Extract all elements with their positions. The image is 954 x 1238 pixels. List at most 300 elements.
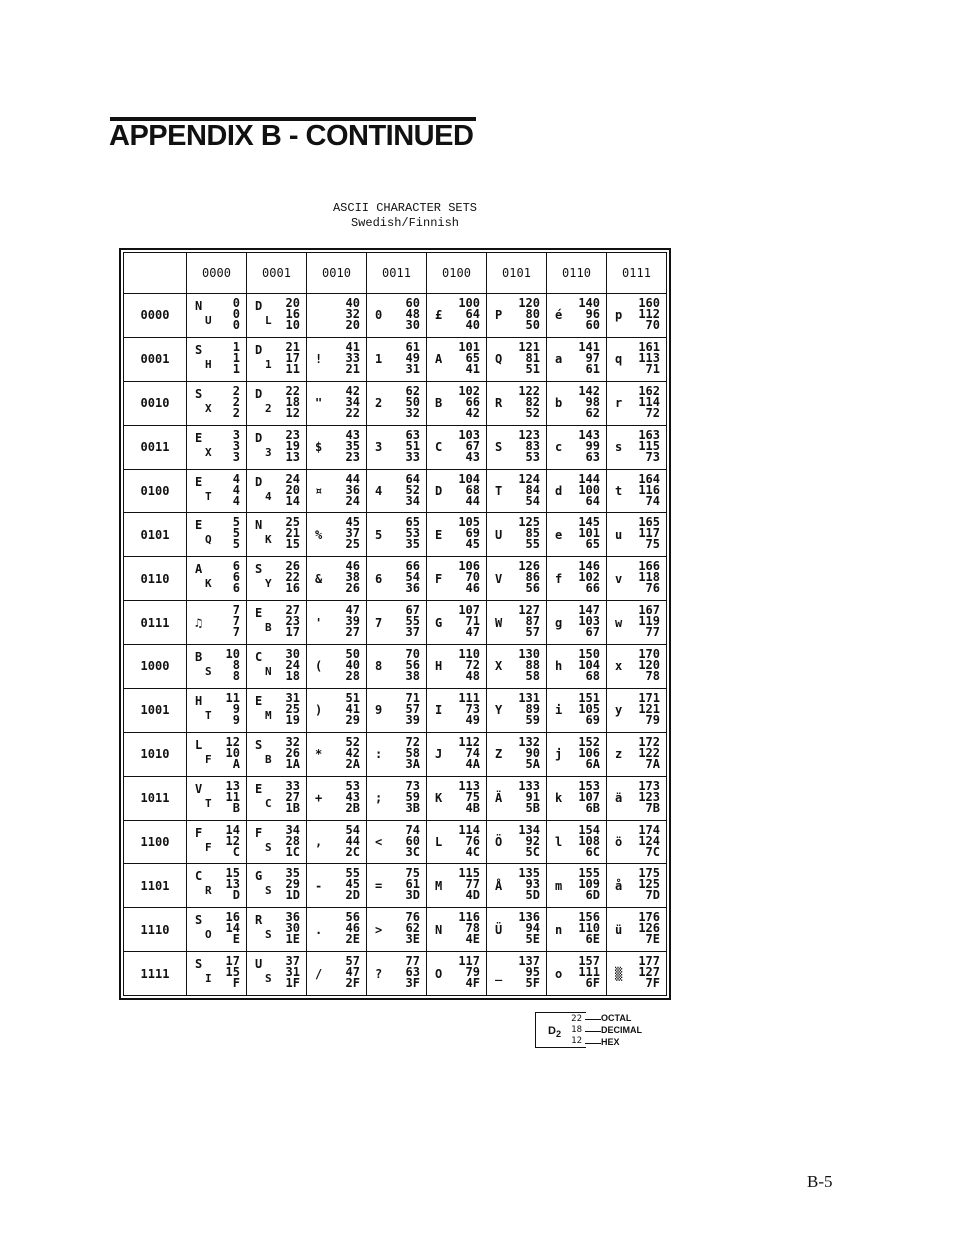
cell-char-sub: R xyxy=(205,884,212,898)
cell-hex: 2E xyxy=(345,932,360,947)
cell-decimal: 4 xyxy=(232,482,240,497)
cell-content xyxy=(427,733,486,776)
cell-decimal: 85 xyxy=(525,526,540,541)
cell-hex: 25 xyxy=(345,537,360,552)
cell-decimal: 28 xyxy=(285,833,300,848)
char-cell xyxy=(307,557,367,601)
cell-octal: 154 xyxy=(578,822,600,837)
cell-octal: 3 xyxy=(232,427,240,442)
cell-codes xyxy=(578,956,600,989)
cell-codes xyxy=(638,868,660,901)
cell-content xyxy=(187,294,246,337)
table-row xyxy=(124,469,667,513)
char-cell xyxy=(547,601,607,645)
cell-hex: F xyxy=(232,976,240,991)
char-cell xyxy=(547,337,607,381)
cell-codes xyxy=(406,298,420,331)
cell-codes xyxy=(406,868,420,901)
row-header: 0111 xyxy=(124,601,187,645)
cell-decimal: 23 xyxy=(285,614,300,629)
cell-content xyxy=(187,470,246,513)
char-cell xyxy=(367,469,427,513)
char-cell xyxy=(247,513,307,557)
cell-codes xyxy=(405,339,420,376)
char-cell xyxy=(367,864,427,908)
cell-hex: 2D xyxy=(345,888,360,903)
column-header: 0110 xyxy=(547,253,607,294)
cell-content xyxy=(367,557,426,600)
cell-decimal: 2 xyxy=(232,394,240,409)
cell-codes xyxy=(458,298,480,331)
cell-octal: 101 xyxy=(458,339,480,354)
cell-char: 8 xyxy=(375,659,383,674)
cell-char: c xyxy=(555,440,563,455)
cell-content xyxy=(487,557,546,600)
cell-octal: 144 xyxy=(578,471,600,486)
cell-codes xyxy=(638,339,660,376)
cell-codes xyxy=(232,383,240,420)
cell-hex: 1B xyxy=(285,800,300,815)
char-cell xyxy=(187,820,247,864)
cell-codes xyxy=(345,690,360,727)
cell-octal: 116 xyxy=(458,910,480,925)
cell-octal: 12 xyxy=(225,734,240,749)
cell-content xyxy=(247,689,306,732)
cell-hex: 19 xyxy=(285,712,300,727)
cell-octal: 26 xyxy=(285,559,300,574)
cell-char-sub: U xyxy=(205,314,212,327)
cell-content xyxy=(247,382,306,425)
cell-char: F xyxy=(195,825,203,840)
header-row xyxy=(124,253,667,294)
legend-char: $D_2$ xyxy=(548,1025,562,1040)
cell-hex: 4F xyxy=(465,976,480,991)
cell-hex: 4C xyxy=(465,844,480,859)
cell-decimal: 22 xyxy=(285,570,300,585)
cell-octal: 125 xyxy=(518,515,540,530)
cell-char-sub: Y xyxy=(265,577,272,591)
cell-hex: 7D xyxy=(645,888,660,903)
cell-hex: 20 xyxy=(345,318,360,332)
char-cell xyxy=(427,425,487,469)
cell-hex: 32 xyxy=(405,405,420,420)
cell-codes xyxy=(458,734,480,771)
cell-octal: 10 xyxy=(225,647,240,661)
cell-octal: 27 xyxy=(285,603,300,618)
cell-decimal: 87 xyxy=(525,614,540,629)
cell-decimal: 90 xyxy=(525,745,540,760)
cell-codes xyxy=(226,649,240,682)
char-cell xyxy=(367,381,427,425)
cell-hex: 78 xyxy=(645,669,660,683)
cell-content xyxy=(487,952,546,995)
cell-hex: 22 xyxy=(345,405,360,420)
cell-octal: 76 xyxy=(405,910,420,925)
cell-content xyxy=(487,382,546,425)
cell-decimal: 5 xyxy=(232,526,240,541)
cell-octal: 100 xyxy=(458,296,480,310)
cell-octal: 143 xyxy=(578,427,600,442)
char-cell xyxy=(247,469,307,513)
cell-codes xyxy=(405,778,420,815)
cell-content xyxy=(367,294,426,337)
cell-decimal: 124 xyxy=(638,833,660,848)
cell-char: S xyxy=(495,440,503,455)
cell-decimal: 18 xyxy=(285,394,300,409)
cell-content xyxy=(307,557,366,600)
cell-codes xyxy=(286,649,300,682)
cell-content xyxy=(367,777,426,820)
cell-decimal: 69 xyxy=(465,526,480,541)
cell-decimal: 102 xyxy=(578,570,600,585)
char-cell xyxy=(187,688,247,732)
legend-decimal-label: DECIMAL xyxy=(601,1025,642,1035)
cell-content xyxy=(307,777,366,820)
cell-hex: 40 xyxy=(465,318,480,332)
cell-hex: 3A xyxy=(405,756,420,771)
cell-decimal: 14 xyxy=(225,921,240,936)
char-cell xyxy=(307,381,367,425)
cell-char: Y xyxy=(495,703,503,718)
cell-content xyxy=(607,645,666,688)
cell-char: W xyxy=(495,615,503,630)
char-cell xyxy=(427,820,487,864)
cell-char: o xyxy=(555,966,563,981)
cell-codes xyxy=(233,298,240,331)
char-cell xyxy=(367,557,427,601)
cell-codes xyxy=(285,734,300,771)
cell-decimal: 55 xyxy=(405,614,420,629)
cell-content xyxy=(547,864,606,907)
cell-octal: 55 xyxy=(345,866,360,881)
cell-codes xyxy=(458,427,480,464)
cell-codes xyxy=(346,517,360,550)
cell-decimal: 80 xyxy=(525,307,540,321)
cell-hex: 45 xyxy=(465,537,480,552)
cell-octal: 21 xyxy=(285,339,300,354)
cell-content xyxy=(607,426,666,469)
cell-hex: 1F xyxy=(285,976,300,991)
char-cell xyxy=(487,645,547,689)
cell-char: M xyxy=(435,878,443,893)
cell-octal: 56 xyxy=(345,910,360,925)
cell-octal: 31 xyxy=(285,690,300,705)
cell-hex: 3E xyxy=(405,932,420,947)
cell-char: H xyxy=(195,693,203,708)
cell-char-sub: 1 xyxy=(265,357,272,371)
cell-char: g xyxy=(555,615,563,630)
cell-octal: 130 xyxy=(518,647,540,661)
cell-char: £ xyxy=(435,308,443,323)
char-cell xyxy=(247,732,307,776)
cell-hex: 5B xyxy=(525,800,540,815)
table-row xyxy=(124,381,667,425)
cell-decimal: 108 xyxy=(578,833,600,848)
char-cell xyxy=(247,425,307,469)
cell-octal: 54 xyxy=(345,822,360,837)
cell-char: S xyxy=(255,562,263,577)
cell-codes xyxy=(345,822,360,859)
cell-decimal: 57 xyxy=(405,701,420,716)
cell-content xyxy=(367,908,426,951)
cell-char: L xyxy=(195,737,203,752)
char-cell xyxy=(307,952,367,996)
cell-hex: 67 xyxy=(585,625,600,640)
char-cell xyxy=(247,864,307,908)
cell-codes xyxy=(518,956,540,989)
char-cell xyxy=(367,732,427,776)
cell-octal: 64 xyxy=(405,471,420,486)
cell-content xyxy=(187,338,246,381)
cell-octal: 61 xyxy=(405,339,420,354)
cell-content xyxy=(247,952,306,995)
cell-octal: 1 xyxy=(232,339,240,354)
cell-char: " xyxy=(315,396,323,411)
cell-char: D xyxy=(255,386,263,401)
cell-content xyxy=(607,864,666,907)
char-cell xyxy=(607,732,667,776)
cell-decimal: 51 xyxy=(405,438,420,453)
cell-hex: 50 xyxy=(525,318,540,332)
cell-content xyxy=(547,689,606,732)
cell-codes xyxy=(518,298,540,331)
cell-decimal: 36 xyxy=(345,482,360,497)
cell-codes xyxy=(638,734,660,771)
cell-char: v xyxy=(615,571,623,586)
cell-content xyxy=(547,294,606,337)
cell-char-sub: S xyxy=(265,884,272,898)
cell-octal: 112 xyxy=(458,734,480,749)
char-cell xyxy=(547,776,607,820)
cell-codes xyxy=(638,517,660,550)
cell-octal: 107 xyxy=(458,603,480,618)
cell-hex: 48 xyxy=(465,669,480,683)
cell-hex: 37 xyxy=(405,625,420,640)
cell-hex: 1 xyxy=(232,361,240,376)
cell-octal: 134 xyxy=(518,822,540,837)
cell-content xyxy=(487,513,546,556)
row-header: 1001 xyxy=(124,688,187,732)
char-cell xyxy=(187,952,247,996)
cell-decimal: 104 xyxy=(578,658,600,672)
row-header: 0011 xyxy=(124,425,187,469)
cell-hex: 5 xyxy=(232,537,240,552)
cell-content xyxy=(427,294,486,337)
row-header: 1000 xyxy=(124,645,187,689)
table-row xyxy=(124,337,667,381)
char-cell xyxy=(607,337,667,381)
char-cell xyxy=(607,469,667,513)
cell-hex: 56 xyxy=(525,581,540,596)
char-cell xyxy=(487,864,547,908)
cell-codes xyxy=(578,734,600,771)
cell-codes xyxy=(405,383,420,420)
char-cell xyxy=(367,688,427,732)
cell-codes xyxy=(518,868,540,901)
cell-octal: 136 xyxy=(518,910,540,925)
cell-decimal: 10 xyxy=(225,745,240,760)
cell-char: & xyxy=(315,571,323,586)
cell-octal: 164 xyxy=(638,471,660,486)
char-cell xyxy=(307,908,367,952)
cell-decimal: 59 xyxy=(405,789,420,804)
cell-char: 3 xyxy=(375,440,383,455)
cell-char: ' xyxy=(315,615,323,630)
cell-content xyxy=(187,733,246,776)
cell-decimal: 101 xyxy=(578,526,600,541)
cell-codes xyxy=(226,912,240,945)
cell-char: k xyxy=(555,791,563,806)
cell-hex: 59 xyxy=(525,712,540,727)
table-row xyxy=(124,294,667,338)
table-caption-title: ASCII CHARACTER SETS xyxy=(332,201,478,215)
cell-content xyxy=(187,601,246,644)
cell-content xyxy=(367,470,426,513)
cell-decimal: 37 xyxy=(345,526,360,541)
cell-content xyxy=(427,777,486,820)
cell-char: d xyxy=(555,483,563,498)
cell-hex: 4B xyxy=(465,800,480,815)
cell-codes xyxy=(225,822,240,859)
cell-char: x xyxy=(615,659,623,674)
cell-codes xyxy=(346,912,360,945)
cell-codes xyxy=(578,822,600,859)
char-cell xyxy=(427,294,487,338)
cell-hex: 2C xyxy=(345,844,360,859)
cell-hex: 38 xyxy=(405,669,420,683)
cell-hex: 6D xyxy=(585,888,600,903)
cell-content xyxy=(307,294,366,337)
cell-codes xyxy=(346,298,360,331)
cell-char: H xyxy=(435,659,443,674)
cell-char: X xyxy=(495,659,503,674)
cell-octal: 103 xyxy=(458,427,480,442)
cell-octal: 102 xyxy=(458,383,480,398)
cell-hex: 70 xyxy=(645,318,660,332)
char-cell xyxy=(307,425,367,469)
cell-hex: 1A xyxy=(285,756,300,771)
cell-decimal: 109 xyxy=(578,877,600,892)
cell-hex: 46 xyxy=(465,581,480,596)
cell-decimal: 61 xyxy=(405,877,420,892)
cell-content xyxy=(487,864,546,907)
cell-decimal: 98 xyxy=(585,394,600,409)
cell-char: l xyxy=(555,834,563,849)
cell-content xyxy=(427,382,486,425)
cell-char: ¤ xyxy=(315,483,323,498)
cell-decimal: 44 xyxy=(345,833,360,848)
cell-char: D xyxy=(255,474,263,489)
cell-hex: 1C xyxy=(285,844,300,859)
cell-char: S xyxy=(195,386,203,401)
cell-content xyxy=(607,908,666,951)
char-cell xyxy=(547,557,607,601)
cell-codes xyxy=(458,649,480,682)
cell-content xyxy=(247,645,306,688)
cell-decimal: 66 xyxy=(465,394,480,409)
cell-octal: 46 xyxy=(345,559,360,574)
cell-decimal: 86 xyxy=(525,570,540,585)
cell-char: r xyxy=(615,396,623,411)
char-cell xyxy=(547,952,607,996)
cell-codes xyxy=(346,605,360,638)
char-cell xyxy=(427,513,487,557)
cell-char: E xyxy=(255,693,263,708)
cell-octal: 37 xyxy=(285,954,300,969)
cell-char: * xyxy=(315,747,323,762)
cell-decimal: 21 xyxy=(285,526,300,541)
cell-codes xyxy=(518,471,540,508)
cell-octal: 71 xyxy=(405,690,420,705)
cell-hex: 12 xyxy=(285,405,300,420)
cell-hex: 6A xyxy=(585,756,600,771)
cell-content xyxy=(187,645,246,688)
cell-char: S xyxy=(195,913,203,928)
cell-codes xyxy=(638,383,660,420)
char-cell xyxy=(487,381,547,425)
cell-hex: 3 xyxy=(232,449,240,464)
cell-decimal: 73 xyxy=(465,701,480,716)
cell-decimal: 77 xyxy=(465,877,480,892)
cell-char-sub: S xyxy=(265,840,272,854)
cell-decimal: 26 xyxy=(285,745,300,760)
cell-hex: 34 xyxy=(405,493,420,508)
cell-codes xyxy=(638,822,660,859)
cell-codes xyxy=(233,561,240,594)
cell-octal: 151 xyxy=(578,690,600,705)
legend-box xyxy=(535,1012,586,1048)
char-cell xyxy=(307,513,367,557)
column-header: 0011 xyxy=(367,253,427,294)
cell-octal: 111 xyxy=(458,690,480,705)
cell-octal: 73 xyxy=(405,778,420,793)
cell-char: N xyxy=(435,922,443,937)
table-body xyxy=(124,294,667,996)
cell-octal: 74 xyxy=(405,822,420,837)
cell-content xyxy=(247,470,306,513)
cell-decimal: 53 xyxy=(405,526,420,541)
cell-char: a xyxy=(555,352,563,367)
cell-char: ö xyxy=(615,834,623,849)
cell-content xyxy=(367,952,426,995)
cell-char: ! xyxy=(315,352,323,367)
cell-char: m xyxy=(555,878,563,893)
cell-hex: 5D xyxy=(525,888,540,903)
cell-content xyxy=(367,426,426,469)
cell-hex: 36 xyxy=(405,581,420,596)
cell-octal: 47 xyxy=(345,603,360,618)
char-cell xyxy=(247,381,307,425)
cell-decimal: 71 xyxy=(465,614,480,629)
cell-octal: 156 xyxy=(578,910,600,925)
cell-hex: 65 xyxy=(585,537,600,552)
cell-decimal: 39 xyxy=(345,614,360,629)
char-cell xyxy=(487,425,547,469)
cell-octal: 175 xyxy=(638,866,660,881)
cell-char: s xyxy=(615,440,623,455)
cell-char: / xyxy=(315,966,323,981)
cell-octal: 45 xyxy=(345,515,360,530)
char-cell xyxy=(187,732,247,776)
cell-codes xyxy=(285,822,300,859)
cell-codes xyxy=(518,383,540,420)
cell-octal: 22 xyxy=(285,383,300,398)
column-header: 0010 xyxy=(307,253,367,294)
cell-codes xyxy=(346,649,360,682)
char-cell xyxy=(367,294,427,338)
cell-octal: 75 xyxy=(405,866,420,881)
cell-decimal: 46 xyxy=(345,921,360,936)
